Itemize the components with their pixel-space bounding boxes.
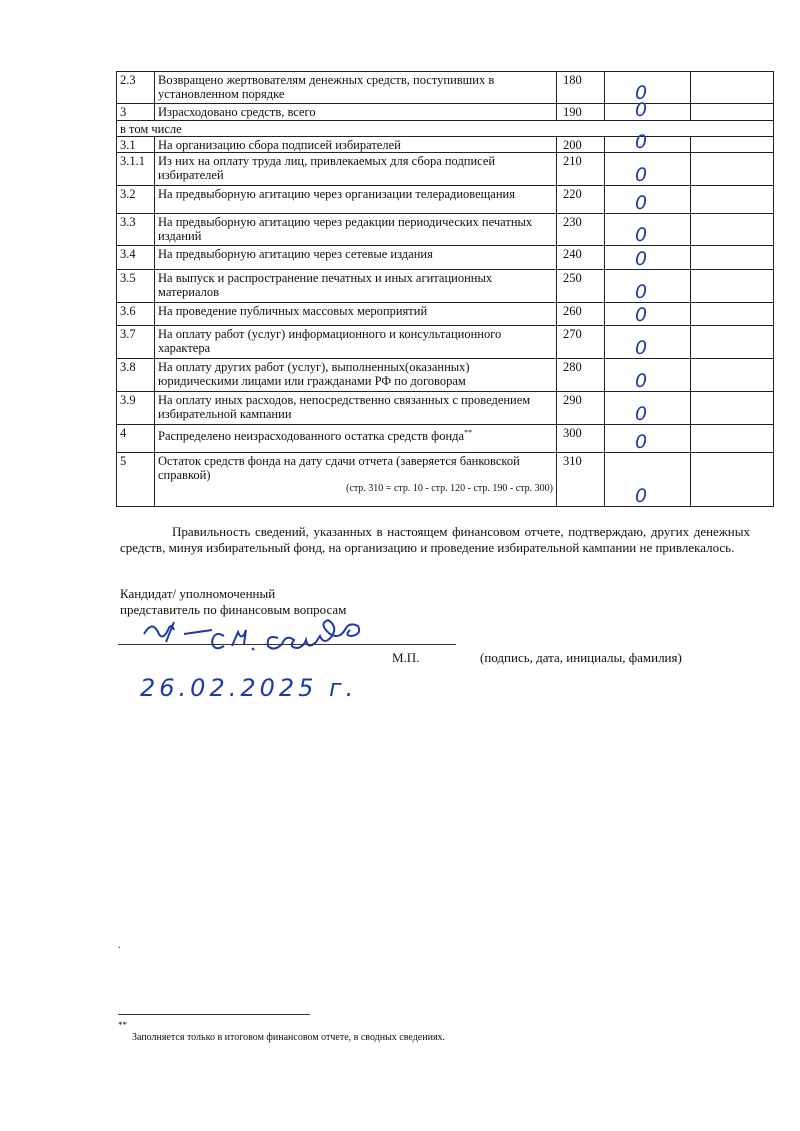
row-description [155,359,557,392]
row-description-text: На проведение публичных массовых мероприятий [158,304,428,318]
row-code: 190 [557,104,605,121]
row-description-text: Распределено неизрасходованного остатка средств фонда [158,429,465,444]
row-number: 3.1.1 [117,153,155,186]
row-description [155,186,557,214]
row-code: 250 [557,270,605,303]
table-row [117,453,774,507]
row-description-text: На оплату работ (услуг) информационного и консультационного характера [158,327,502,355]
table-row [117,425,774,453]
row-value-cell [605,392,691,425]
row-number: 2.3 [117,72,155,104]
row-code: 280 [557,359,605,392]
row-value-cell [605,359,691,392]
row-number: 3.2 [117,186,155,214]
row-number: 3.8 [117,359,155,392]
handwritten-value: 0 [635,281,648,303]
row-value-cell [605,425,691,453]
table-row [117,359,774,392]
row-value-cell [605,131,691,153]
row-code: 310 [557,453,605,507]
row-code: 290 [557,392,605,425]
row-code: 300 [557,425,605,453]
row-number: 3.4 [117,246,155,270]
section-label: в том числе [117,121,774,137]
handwritten-signature [138,612,388,662]
handwritten-date: 26.02.2025 г. [140,674,358,702]
row-description-text: Из них на оплату труда лиц, привлекаемых для сбора подписей избирателей [158,154,496,182]
row-number: 3 [117,104,155,121]
row-description [155,326,557,359]
table-row [117,186,774,214]
row-description [155,72,557,104]
row-formula: (стр. 310 = стр. 10 - стр. 120 - стр. 190 - стр. 300) [346,483,553,494]
signer-line-1: Кандидат/ уполномоченный [120,586,276,601]
row-empty-cell [691,153,774,186]
row-number: 3.1 [117,137,155,153]
row-empty-cell [691,72,774,104]
handwritten-value: 0 [635,131,648,153]
table-row [117,153,774,186]
handwritten-value: 0 [635,337,648,359]
footnote-text: Заполняется только в итоговом финансовом отчете, в сводных сведениях. [132,1032,446,1043]
stray-dot: . [118,940,121,951]
row-description-text: Израсходовано средств, всего [158,105,316,119]
row-empty-cell [691,270,774,303]
row-description-text: На организацию сбора подписей избирателей [158,138,401,152]
table-row [117,72,774,104]
handwritten-value: 0 [635,224,648,246]
handwritten-value: 0 [635,164,648,186]
row-description [155,453,557,507]
row-value-cell [605,153,691,186]
row-value-cell [605,453,691,507]
row-description-text: На предвыборную агитацию через организации телерадиовещания [158,187,515,201]
row-code: 240 [557,246,605,270]
row-description-text: На предвыборную агитацию через редакции периодических печатных изданий [158,215,533,243]
row-description [155,153,557,186]
stamp-label: М.П. [392,650,420,665]
row-empty-cell [691,392,774,425]
row-empty-cell [691,359,774,392]
table-row [117,326,774,359]
row-value-cell [605,246,691,270]
row-number: 3.6 [117,303,155,326]
row-description [155,214,557,246]
row-empty-cell [691,326,774,359]
row-empty-cell [691,425,774,453]
row-empty-cell [691,246,774,270]
row-code: 220 [557,186,605,214]
row-description [155,246,557,270]
row-value-cell [605,270,691,303]
row-number: 4 [117,425,155,453]
table-row [117,104,774,121]
row-empty-cell [691,186,774,214]
handwritten-value: 0 [635,99,648,121]
row-empty-cell [691,137,774,153]
row-number: 3.3 [117,214,155,246]
footnote-divider [118,1014,310,1015]
handwritten-value: 0 [635,192,648,214]
table-row [117,303,774,326]
row-description [155,425,557,453]
row-empty-cell [691,453,774,507]
row-value-cell [605,303,691,326]
row-description-text: На предвыборную агитацию через сетевые издания [158,247,433,261]
table-row [117,270,774,303]
row-empty-cell [691,214,774,246]
row-code: 260 [557,303,605,326]
handwritten-value: 0 [635,485,648,507]
row-code: 270 [557,326,605,359]
row-value-cell [605,186,691,214]
row-code: 230 [557,214,605,246]
row-description [155,392,557,425]
row-code: 210 [557,153,605,186]
footnote-reference: ** [464,428,473,437]
row-value-cell [605,99,691,121]
row-number: 3.7 [117,326,155,359]
table-row [117,246,774,270]
table-row [117,214,774,246]
signature-line [118,644,456,645]
handwritten-value: 0 [635,403,648,425]
row-description [155,104,557,121]
table-row [117,137,774,153]
row-description-text: На выпуск и распространение печатных и иных агитационных материалов [158,271,493,299]
row-number: 3.9 [117,392,155,425]
row-value-cell [605,72,691,104]
row-value-cell [605,214,691,246]
table-row [117,392,774,425]
row-description-text: Остаток средств фонда на дату сдачи отчета (заверяется банковской справкой) [158,454,520,482]
row-description [155,270,557,303]
row-description [155,137,557,153]
row-empty-cell [691,104,774,121]
row-description-text: На оплату иных расходов, непосредственно связанных с проведением избирательной кампании [158,393,531,421]
handwritten-value: 0 [635,304,648,326]
row-number: 5 [117,453,155,507]
footnote-mark: ** [118,1020,127,1030]
handwritten-value: 0 [635,248,648,270]
confirmation-paragraph: Правильность сведений, указанных в настоящем финансовом отчете, подтверждаю, других денежных средств, минуя избирательный фонд, на организацию и проведение избирательной кампании не привлекалось. [120,524,750,555]
handwritten-value: 0 [635,431,648,453]
table-section-row [117,121,774,137]
row-description-text: Возвращено жертвователям денежных средств, поступивших в установленном порядке [158,73,495,101]
financial-report-table [116,71,774,507]
handwritten-value: 0 [635,370,648,392]
signature-caption: (подпись, дата, инициалы, фамилия) [480,650,682,665]
row-empty-cell [691,303,774,326]
signer-line-2: представитель по финансовым вопросам [120,602,347,617]
row-description-text: На оплату других работ (услуг), выполненных(оказанных) юридическими лицами или гражданами РФ по договорам [158,360,470,388]
row-description [155,303,557,326]
row-value-cell [605,326,691,359]
row-code: 200 [557,137,605,153]
handwritten-value: 0 [635,82,648,104]
row-number: 3.5 [117,270,155,303]
row-code: 180 [557,72,605,104]
